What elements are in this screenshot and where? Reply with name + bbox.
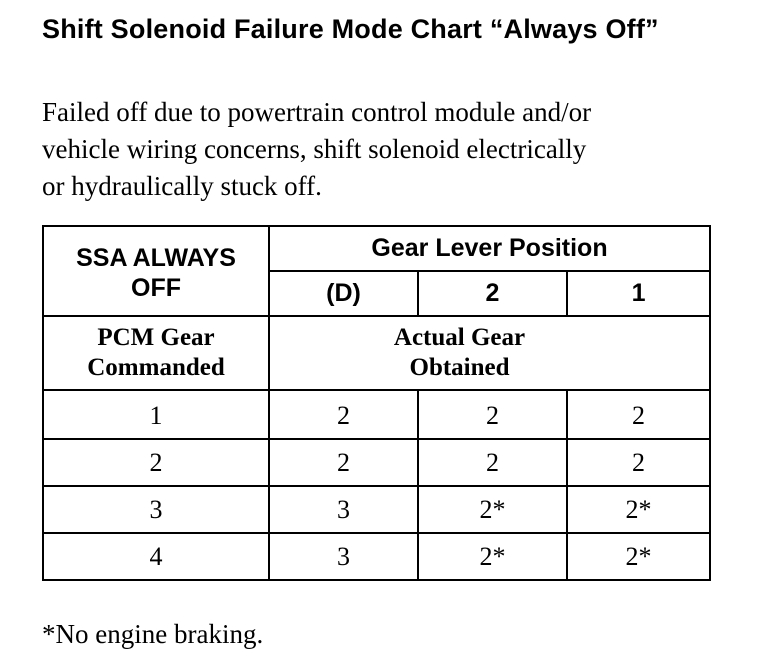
- failure-mode-table: [42, 225, 711, 581]
- gear-cell-2: 2*: [418, 533, 567, 580]
- table-row: [43, 533, 710, 580]
- commanded-gear-cell: 4: [43, 533, 269, 580]
- intro-line: Failed off due to powertrain control module and/or: [42, 97, 592, 127]
- gear-cell-1: 2*: [567, 533, 710, 580]
- gear-cell-1: 2: [567, 439, 710, 486]
- pcm-gear-commanded-header: [43, 316, 269, 390]
- gear-lever-position-header: Gear Lever Position: [269, 226, 710, 271]
- gear-cell-1: 2*: [567, 486, 710, 533]
- commanded-gear-cell: 3: [43, 486, 269, 533]
- table-row: [43, 486, 710, 533]
- result-header-line: Actual Gear: [393, 324, 526, 351]
- gear-cell-d: 2: [269, 390, 418, 439]
- row-header-line: PCM Gear: [97, 324, 215, 351]
- commanded-gear-cell: 2: [43, 439, 269, 486]
- position-header-d: (D): [269, 271, 418, 316]
- gear-cell-1: 2: [567, 390, 710, 439]
- table-row: [43, 439, 710, 486]
- position-header-2: 2: [418, 271, 567, 316]
- footnote: *No engine braking.: [42, 619, 264, 649]
- intro-line: or hydraulically stuck off.: [42, 171, 322, 201]
- result-header-line: Obtained: [409, 354, 510, 381]
- corner-header-line: OFF: [131, 274, 181, 302]
- actual-gear-obtained-header: [269, 316, 710, 390]
- position-header-1: 1: [567, 271, 710, 316]
- intro-line: vehicle wiring concerns, shift solenoid electrically: [42, 134, 587, 164]
- intro-paragraph: [42, 94, 742, 205]
- gear-cell-d: 3: [269, 486, 418, 533]
- corner-header-line: SSA ALWAYS: [76, 244, 236, 272]
- commanded-gear-cell: 1: [43, 390, 269, 439]
- corner-header: [43, 226, 269, 316]
- gear-cell-d: 2: [269, 439, 418, 486]
- gear-cell-2: 2*: [418, 486, 567, 533]
- chart-title: Shift Solenoid Failure Mode Chart “Always Off”: [42, 14, 659, 44]
- table-row: [43, 390, 710, 439]
- gear-cell-d: 3: [269, 533, 418, 580]
- row-header-line: Commanded: [87, 354, 225, 381]
- gear-cell-2: 2: [418, 390, 567, 439]
- gear-cell-2: 2: [418, 439, 567, 486]
